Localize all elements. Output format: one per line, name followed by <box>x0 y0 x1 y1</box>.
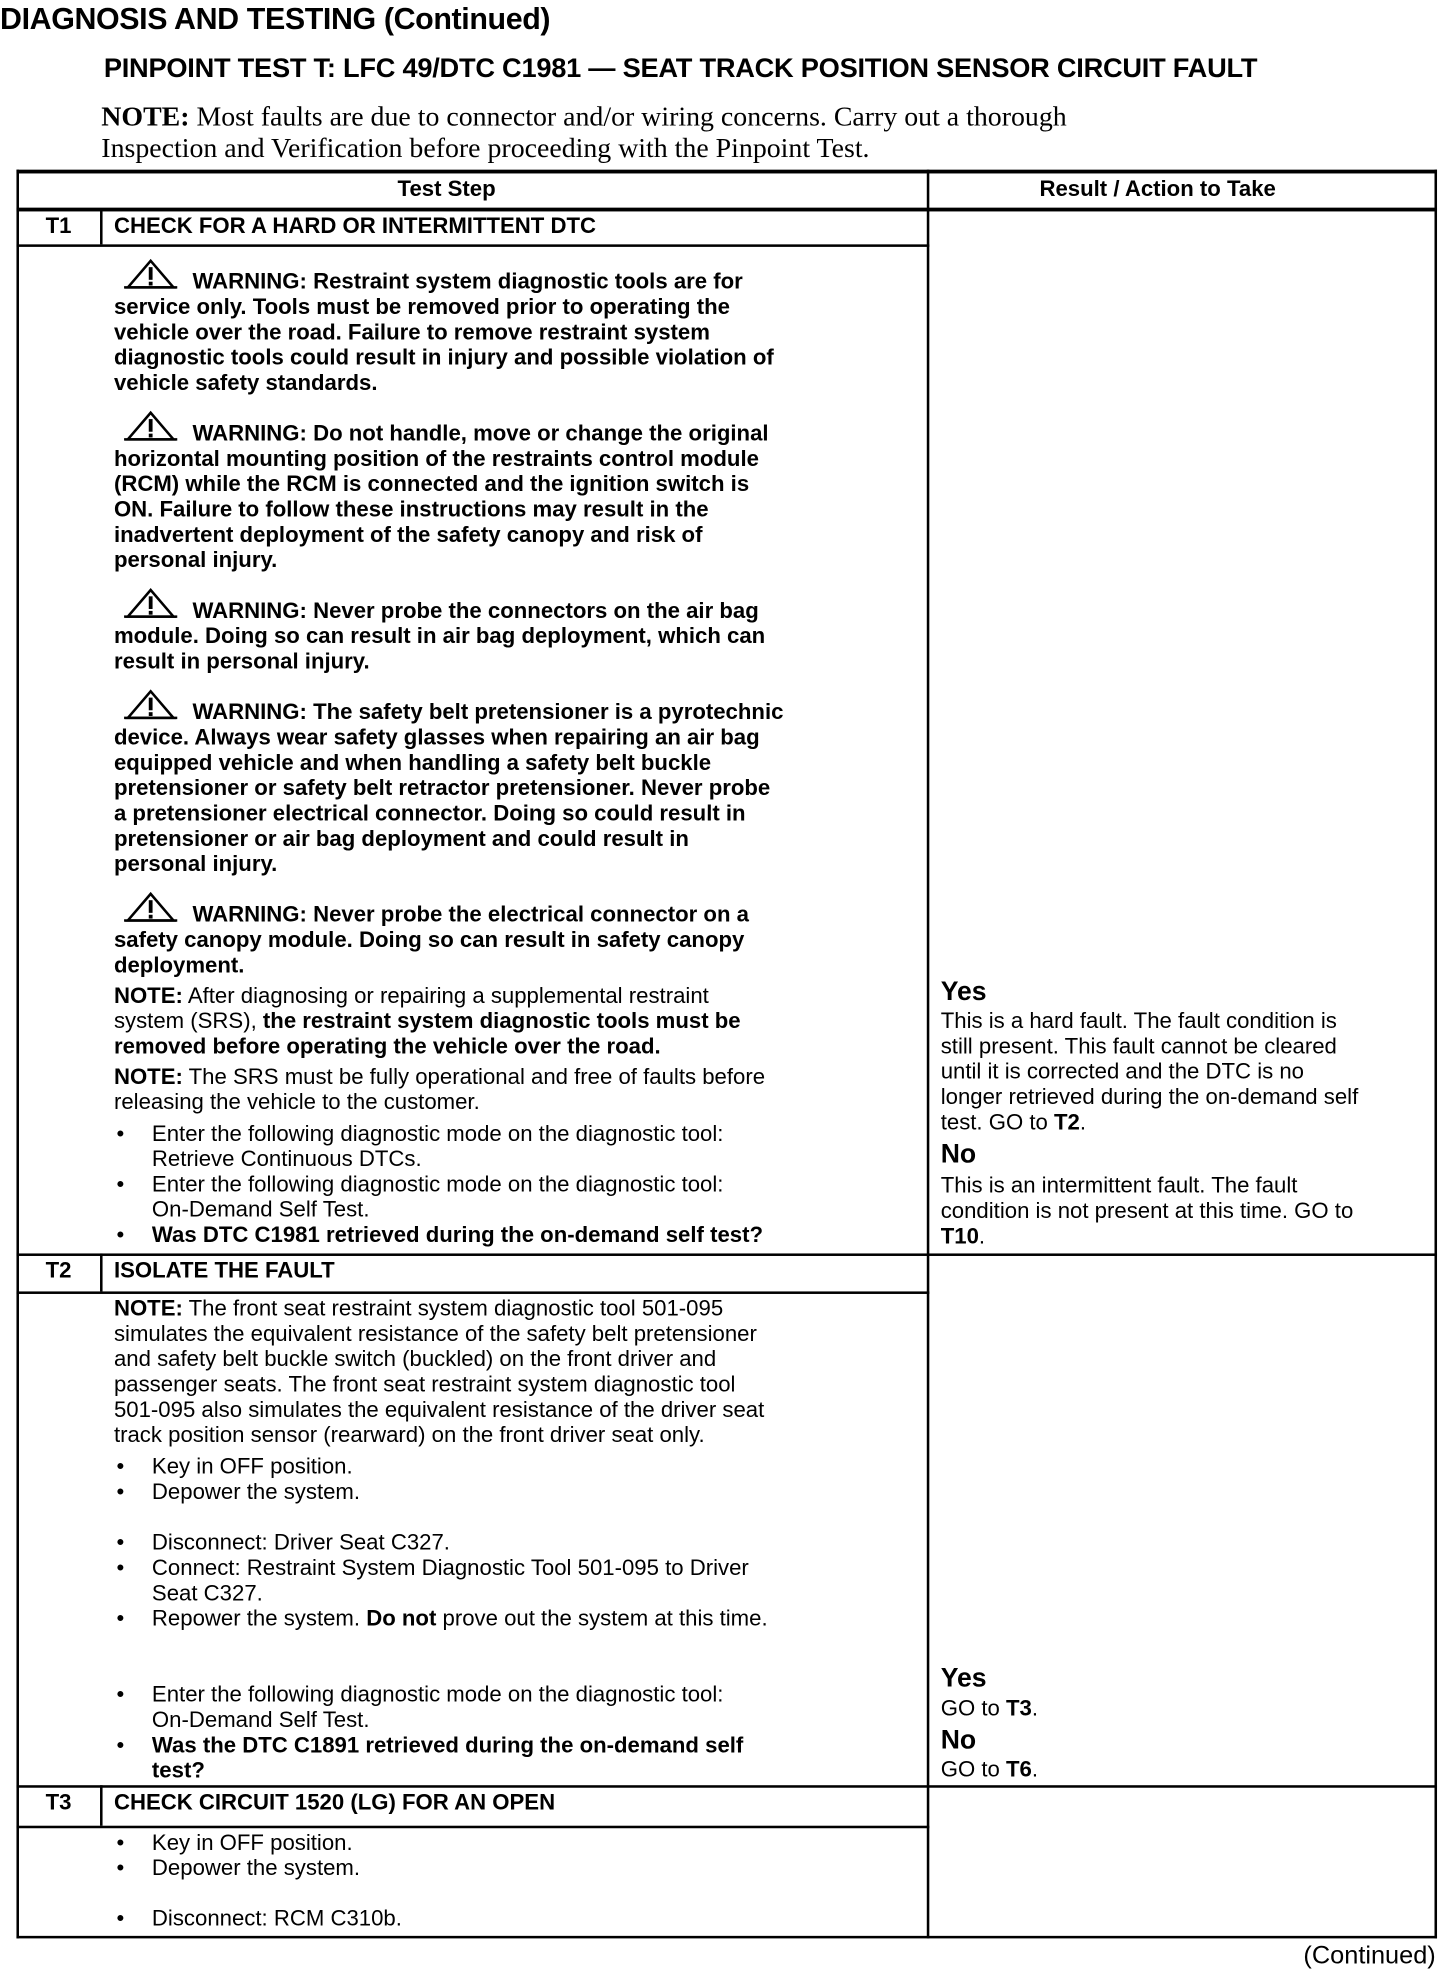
text: Enter the following diagnostic mode on the diagnostic tool: <box>151 1681 724 1707</box>
text: GO to <box>940 1756 1006 1782</box>
bold-text: safety canopy module. Doing so can result in safety canopy <box>113 926 745 953</box>
bold-text: (RCM) while the RCM is connected and the ignition switch is <box>113 470 750 497</box>
text-line <box>114 1064 765 1089</box>
result-no-label <box>940 1139 977 1169</box>
result-yes-label <box>940 1663 987 1693</box>
text-line <box>114 1089 480 1114</box>
note-label: NOTE: <box>101 100 190 132</box>
text: 501-095 also simulates the equivalent resistance of the driver seat <box>113 1396 765 1422</box>
bold-text: module. Doing so can result in air bag deployment, which can <box>113 622 766 649</box>
bold-text: equipped vehicle and when handling a safety belt buckle <box>113 749 712 775</box>
bold-text: T6 <box>1005 1756 1032 1782</box>
bullet-item <box>116 1554 749 1581</box>
warning-triangle-icon <box>123 890 179 923</box>
bullet-icon: • <box>116 1732 125 1758</box>
bold-text: NOTE: <box>113 1063 183 1089</box>
bullet-item <box>116 1120 724 1146</box>
bullet-icon: • <box>116 1221 125 1248</box>
text: . <box>1031 1756 1039 1782</box>
text: Seat C327. <box>151 1580 263 1606</box>
bold-text: No <box>940 1725 977 1755</box>
text-line <box>114 982 709 1007</box>
bold-text: horizontal mounting position of the restraints control module <box>113 445 759 471</box>
bullet-item <box>116 1829 353 1855</box>
text: Key in OFF position. <box>151 1453 353 1479</box>
bold-text: diagnostic tools could result in injury and possible violation of <box>113 344 774 370</box>
text: Retrieve Continuous DTCs. <box>151 1145 422 1172</box>
bullet-item <box>116 1478 361 1505</box>
bullet-continuation <box>152 1146 422 1171</box>
bold-text: Was the DTC C1891 retrieved during the on-demand self <box>151 1732 744 1758</box>
text-line <box>941 1198 1354 1223</box>
text-line <box>941 1008 1337 1033</box>
bold-text: NOTE: <box>113 1295 183 1321</box>
bullet-item <box>116 1732 744 1758</box>
bullet-icon: • <box>116 1605 125 1631</box>
text: . <box>1079 1109 1087 1135</box>
bullet-icon: • <box>116 1905 125 1931</box>
bullet-icon: • <box>116 1171 125 1197</box>
text-line <box>114 522 703 547</box>
text: Repower the system. <box>151 1605 367 1631</box>
text-line <box>114 1033 661 1058</box>
bold-text: service only. Tools must be removed prior to operating the <box>113 293 730 320</box>
text-line <box>114 648 370 673</box>
bold-text: result in personal injury. <box>113 648 370 674</box>
text-line <box>114 952 245 977</box>
intro-note-line2: Inspection and Verification before proceeding with the Pinpoint Test. <box>101 131 870 164</box>
step-title-underline <box>16 1826 929 1829</box>
bold-text: WARNING: The safety belt pretensioner is a pyrotechnic <box>192 698 784 725</box>
bold-text: deployment. <box>113 952 245 978</box>
text: On-Demand Self Test. <box>151 1706 370 1733</box>
bold-text: Yes <box>940 977 987 1007</box>
text-line <box>114 851 277 876</box>
text-line <box>114 370 378 395</box>
bold-text: T2 <box>1054 1109 1080 1135</box>
bullet-continuation <box>152 1707 370 1732</box>
warning-triangle-icon <box>123 409 179 442</box>
text-line <box>114 1371 736 1396</box>
text-line <box>941 1084 1359 1109</box>
bold-text: WARNING: Never probe the electrical connector on a <box>192 901 749 927</box>
bullet-continuation <box>152 1580 263 1605</box>
bullet-item <box>116 1905 402 1931</box>
warning-triangle-icon <box>123 687 179 720</box>
text-line <box>114 471 749 496</box>
bold-text: WARNING: Do not handle, move or change the original <box>192 420 769 446</box>
bullet-icon: • <box>116 1854 125 1881</box>
bold-text: pretensioner or safety belt retractor pretensioner. Never probe <box>113 774 771 801</box>
bullet-icon: • <box>116 1554 125 1581</box>
bullet-icon: • <box>116 1829 125 1855</box>
column-divider <box>927 170 930 1939</box>
text: still present. This fault cannot be cleared <box>940 1033 1337 1059</box>
step-title: ISOLATE THE FAULT <box>113 1257 335 1283</box>
bold-text: inadvertent deployment of the safety canopy and risk of <box>113 521 703 547</box>
bold-text: vehicle safety standards. <box>113 369 378 396</box>
bold-text: ON. Failure to follow these instructions may result in the <box>113 496 709 522</box>
step-id: T3 <box>45 1788 72 1815</box>
text: releasing the vehicle to the customer. <box>113 1088 480 1115</box>
warning-line <box>192 699 783 724</box>
text: test. GO to <box>940 1109 1055 1135</box>
text-line <box>114 1008 741 1033</box>
text-line <box>114 750 711 775</box>
text-line <box>941 1223 985 1248</box>
pinpoint-test-title: PINPOINT TEST T: LFC 49/DTC C1981 — SEAT TRACK POSITION SENSOR CIRCUIT FAULT <box>103 53 1258 84</box>
step-id: T2 <box>45 1257 72 1283</box>
text: On-Demand Self Test. <box>151 1196 370 1222</box>
step-title-underline <box>16 244 929 247</box>
text: After diagnosing or repairing a supplemental restraint <box>182 982 709 1008</box>
text: passenger seats. The front seat restraint system diagnostic tool <box>113 1371 736 1397</box>
bullet-icon: • <box>116 1478 125 1505</box>
table-border-bottom <box>16 1936 1437 1939</box>
text-line <box>114 344 774 369</box>
bullet-icon: • <box>116 1681 125 1707</box>
text: system (SRS), <box>113 1007 263 1034</box>
text-line <box>114 623 765 648</box>
text-line <box>114 1346 716 1371</box>
text: condition is not present at this time. GO to <box>940 1197 1354 1224</box>
result-yes-label <box>940 977 987 1007</box>
text-line <box>114 1397 764 1422</box>
bold-text: personal injury. <box>113 850 278 877</box>
text: Disconnect: Driver Seat C327. <box>151 1529 450 1555</box>
bullet-icon: • <box>116 1453 125 1479</box>
bold-text: device. Always wear safety glasses when repairing an air bag <box>113 724 760 750</box>
bold-text: the restraint system diagnostic tools must be <box>262 1007 741 1034</box>
text-line <box>114 800 746 825</box>
text-line <box>114 724 760 749</box>
bold-text: a pretensioner electrical connector. Doing so could result in <box>113 800 746 826</box>
table-border-top <box>16 170 1437 174</box>
text: longer retrieved during the on-demand self <box>940 1083 1359 1110</box>
text-line <box>941 1172 1298 1197</box>
warning-line <box>192 598 758 623</box>
text-line <box>941 1058 1304 1083</box>
text: The SRS must be fully operational and free of faults before <box>182 1063 766 1089</box>
text: Connect: Restraint System Diagnostic Tool 501-095 to Driver <box>151 1554 749 1581</box>
row-divider <box>16 1253 1437 1256</box>
intro-note <box>101 100 1066 133</box>
text-line <box>114 1321 757 1346</box>
text-line <box>114 927 744 952</box>
text-line <box>941 1109 1086 1134</box>
bold-text: WARNING: Never probe the connectors on the air bag <box>192 597 759 623</box>
bold-text: vehicle over the road. Failure to remove restraint system <box>113 319 710 345</box>
bold-text: pretensioner or air bag deployment and could result in <box>113 825 689 851</box>
result-no-label <box>940 1725 977 1755</box>
bullet-continuation <box>152 1196 370 1221</box>
bullet-item <box>116 1854 361 1881</box>
bullet-item <box>116 1453 353 1479</box>
step-id-divider <box>100 1253 103 1291</box>
continued-label: (Continued) <box>1303 1942 1436 1971</box>
bold-text: No <box>940 1139 977 1169</box>
warning-triangle-icon <box>123 257 179 290</box>
text-line <box>941 1033 1337 1058</box>
text-line <box>114 294 730 319</box>
text: GO to <box>940 1695 1006 1721</box>
text: This is an intermittent fault. The fault <box>940 1172 1298 1198</box>
warning-triangle-icon <box>123 586 179 619</box>
bold-text: Yes <box>940 1663 987 1693</box>
text: Disconnect: RCM C310b. <box>151 1905 402 1931</box>
text: Depower the system. <box>151 1478 361 1505</box>
note-text: Most faults are due to connector and/or wiring concerns. Carry out a thorough <box>189 100 1067 132</box>
bold-text: personal injury. <box>113 546 278 573</box>
warning-line <box>192 268 742 293</box>
text: Key in OFF position. <box>151 1829 353 1855</box>
bullet-continuation <box>152 1757 205 1782</box>
step-title-underline <box>16 1291 929 1294</box>
text: Depower the system. <box>151 1854 361 1881</box>
bold-text: removed before operating the vehicle over the road. <box>113 1033 661 1059</box>
text: This is a hard fault. The fault condition is <box>940 1007 1337 1034</box>
text-line <box>114 825 689 850</box>
text: Enter the following diagnostic mode on the diagnostic tool: <box>151 1171 724 1197</box>
bold-text: T10 <box>940 1223 979 1249</box>
text-line <box>941 1695 1038 1720</box>
bold-text: Was DTC C1981 retrieved during the on-demand self test? <box>151 1221 764 1248</box>
table-header-divider <box>16 208 1437 212</box>
bullet-item <box>116 1221 764 1248</box>
text: The front seat restraint system diagnostic tool 501-095 <box>182 1295 724 1321</box>
text: prove out the system at this time. <box>436 1605 768 1631</box>
bold-text: Do not <box>366 1605 437 1631</box>
step-title: CHECK CIRCUIT 1520 (LG) FOR AN OPEN <box>113 1788 556 1815</box>
text: simulates the equivalent resistance of the safety belt pretensioner <box>113 1320 757 1346</box>
text: . <box>978 1223 986 1249</box>
text: until it is corrected and the DTC is no <box>940 1058 1305 1084</box>
table-border-right <box>1434 170 1437 1939</box>
column-header-result: Result / Action to Take <box>1039 175 1276 202</box>
text: Enter the following diagnostic mode on the diagnostic tool: <box>151 1120 724 1146</box>
text-line <box>941 1756 1038 1781</box>
bullet-icon: • <box>116 1120 125 1146</box>
text-line <box>114 1295 723 1320</box>
text: . <box>1031 1695 1039 1721</box>
text-line <box>114 775 770 800</box>
text-line <box>114 319 710 344</box>
text-line <box>114 547 277 572</box>
table-border-left <box>16 170 19 1939</box>
step-id-divider <box>100 1785 103 1826</box>
step-id: T1 <box>45 212 72 239</box>
row-divider <box>16 1785 1437 1788</box>
bullet-item <box>116 1171 724 1197</box>
warning-line <box>192 420 768 445</box>
text-line <box>114 496 709 521</box>
column-header-test-step: Test Step <box>397 175 496 202</box>
bold-text: test? <box>151 1757 205 1783</box>
bold-text: WARNING: Restraint system diagnostic tools are for <box>192 268 743 294</box>
bold-text: NOTE: <box>113 982 183 1008</box>
bullet-item <box>116 1529 450 1555</box>
section-title: DIAGNOSIS AND TESTING (Continued) <box>0 2 551 37</box>
bullet-icon: • <box>116 1529 125 1555</box>
text: track position sensor (rearward) on the front driver seat only. <box>113 1421 705 1448</box>
text: and safety belt buckle switch (buckled) on the front driver and <box>113 1345 717 1372</box>
text-line <box>114 446 759 471</box>
step-id-divider <box>100 209 103 244</box>
warning-line <box>192 901 749 926</box>
bold-text: T3 <box>1005 1695 1032 1721</box>
step-title: CHECK FOR A HARD OR INTERMITTENT DTC <box>113 212 597 239</box>
text-line <box>114 1422 705 1447</box>
bullet-item <box>116 1605 768 1631</box>
bullet-item <box>116 1681 724 1707</box>
